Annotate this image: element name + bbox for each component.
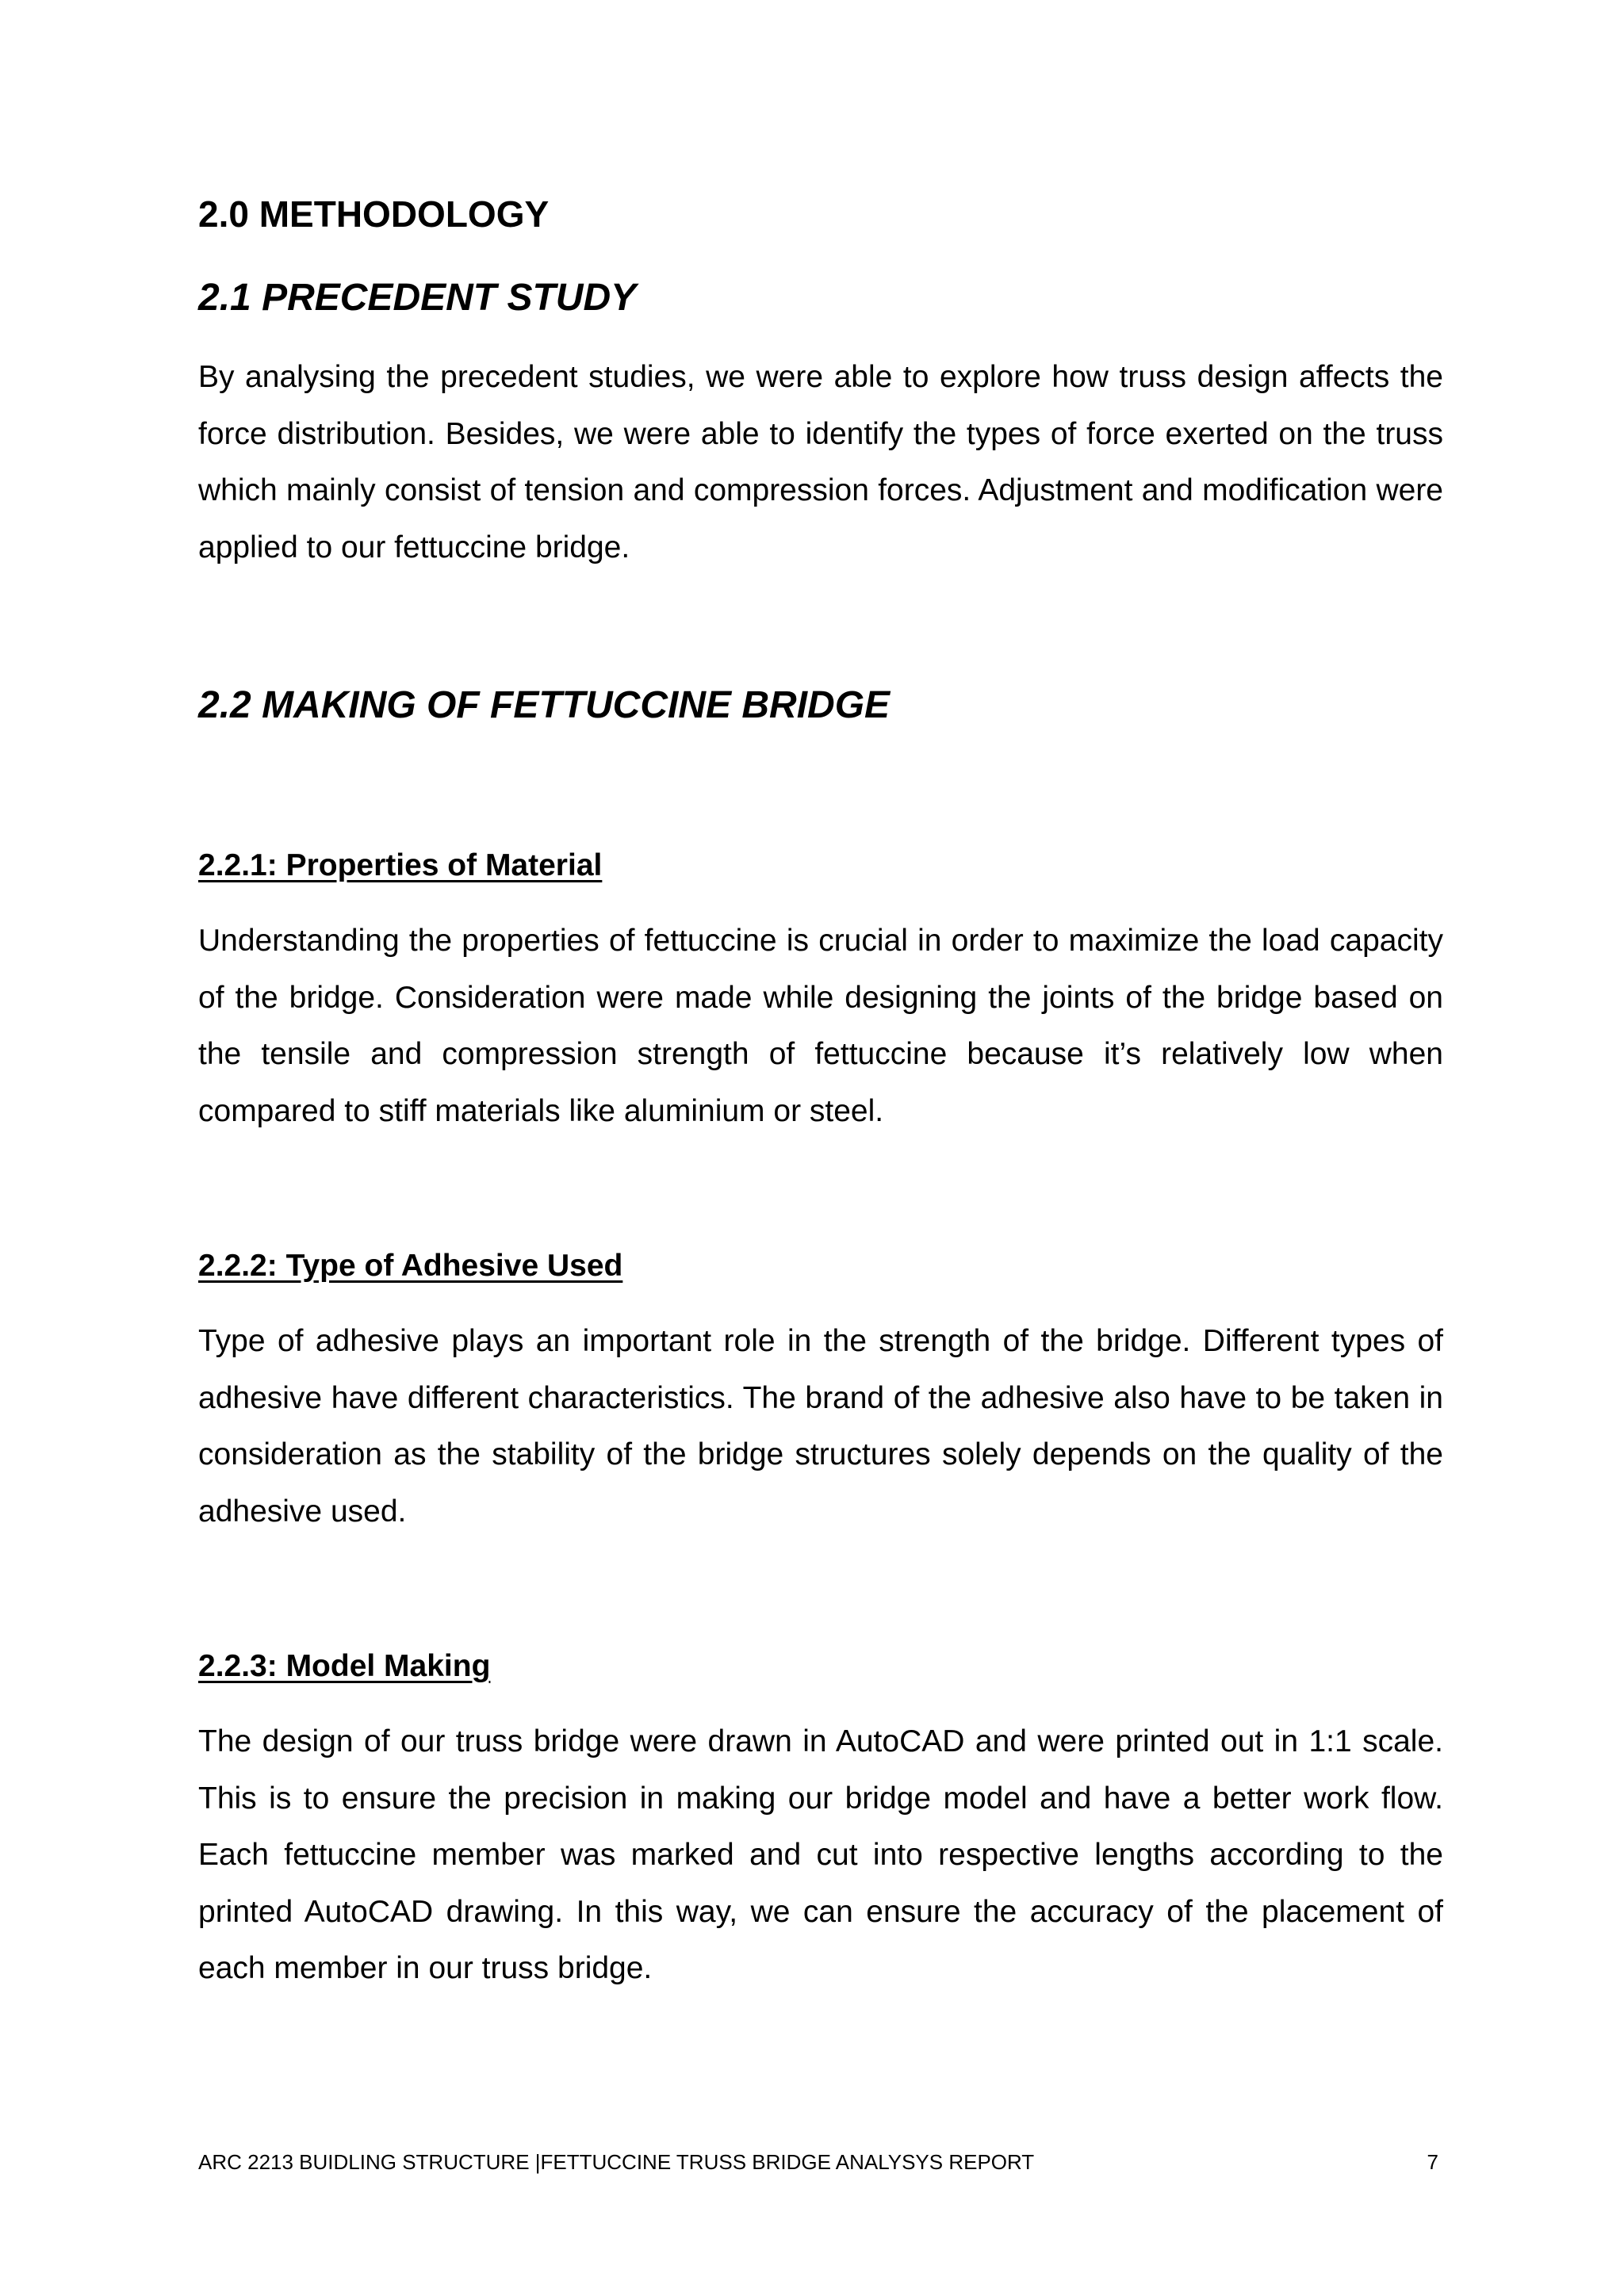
section-title-making: 2.2 MAKING OF FETTUCCINE BRIDGE bbox=[198, 684, 891, 726]
paragraph-properties: Understanding the properties of fettuccine is crucial in order to maximize the load capacity of the bridge. Consideration were made while designing the joints of the bridge based on the tensile and compression strength of fettuccine because it’s relatively low when compared to stiff materials like aluminium or steel. bbox=[198, 924, 1443, 1128]
paragraph-model-making: The design of our truss bridge were drawn in AutoCAD and were printed out in 1:1 scale. This is to ensure the precision in making our bridge model and have a better work flow. Each fettuccine member was marked and cut into respective lengths according to the printed AutoCAD drawing. In this way, we can ensure the accuracy of the placement of each member in our truss bridge. bbox=[198, 1724, 1443, 1985]
paragraph-precedent-study: By analysing the precedent studies, we were able to explore how truss design affects the force distribution. Besides, we were able to identify the types of force exerted on the truss which mainly consist of tension and compression forces. Adjustment and modification were applied to our fettuccine bridge. bbox=[198, 360, 1443, 564]
chapter-heading: 2.0 METHODOLOGY bbox=[198, 193, 550, 235]
subsection-title-adhesive: 2.2.2: Type of Adhesive Used bbox=[198, 1249, 623, 1283]
page-content bbox=[198, 190, 1443, 1997]
footer-text: ARC 2213 BUIDLING STRUCTURE |FETTUCCINE TRUSS BRIDGE ANALYSYS REPORT bbox=[198, 2150, 1035, 2174]
section-title-precedent-study: 2.1 PRECEDENT STUDY bbox=[198, 277, 637, 319]
paragraph-adhesive: Type of adhesive plays an important role in the strength of the bridge. Different types of adhesive have different characteristics. The brand of the adhesive also have to be taken in consideration as the stability of the bridge structures solely depends on the quality of the adhesive used. bbox=[198, 1324, 1443, 1529]
subsection-title-model-making: 2.2.3: Model Making bbox=[198, 1649, 491, 1683]
subsection-title-properties: 2.2.1: Properties of Material bbox=[198, 848, 603, 882]
page-number: 7 bbox=[1427, 2150, 1438, 2174]
